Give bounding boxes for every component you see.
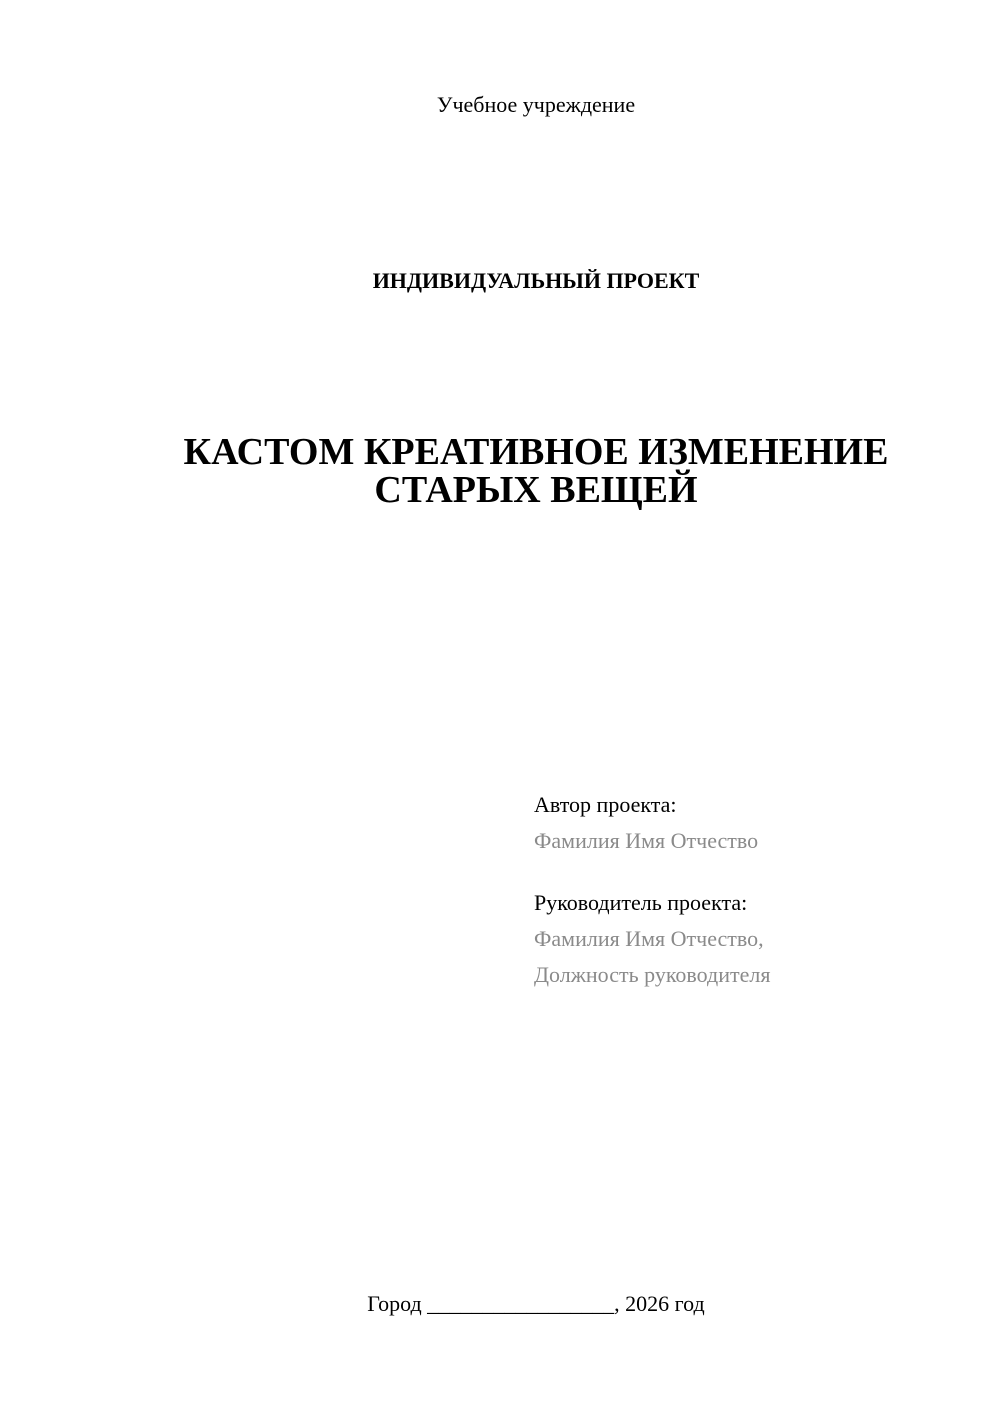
document-type: ИНДИВИДУАЛЬНЫЙ ПРОЕКТ	[372, 268, 700, 293]
project-title	[0, 433, 1000, 509]
institution-name: Учебное учреждение	[436, 92, 636, 117]
year-label: , 2026 год	[614, 1291, 705, 1316]
supervisor-position-placeholder: Должность руководителя	[534, 962, 771, 987]
city-year-line	[0, 1289, 1000, 1319]
project-title-line-1: КАСТОМ КРЕАТИВНОЕ ИЗМЕНЕНИЕ	[183, 431, 889, 473]
credits-spacer	[534, 859, 974, 885]
city-label: Город	[367, 1291, 422, 1316]
supervisor-label: Руководитель проекта:	[534, 890, 748, 915]
credits-block	[534, 787, 974, 993]
project-title-line-2: СТАРЫХ ВЕЩЕЙ	[374, 469, 698, 511]
city-blank: _________________	[427, 1291, 615, 1316]
author-name-placeholder: Фамилия Имя Отчество	[534, 828, 759, 853]
supervisor-name-placeholder: Фамилия Имя Отчество,	[534, 926, 764, 951]
author-label: Автор проекта:	[534, 792, 677, 817]
